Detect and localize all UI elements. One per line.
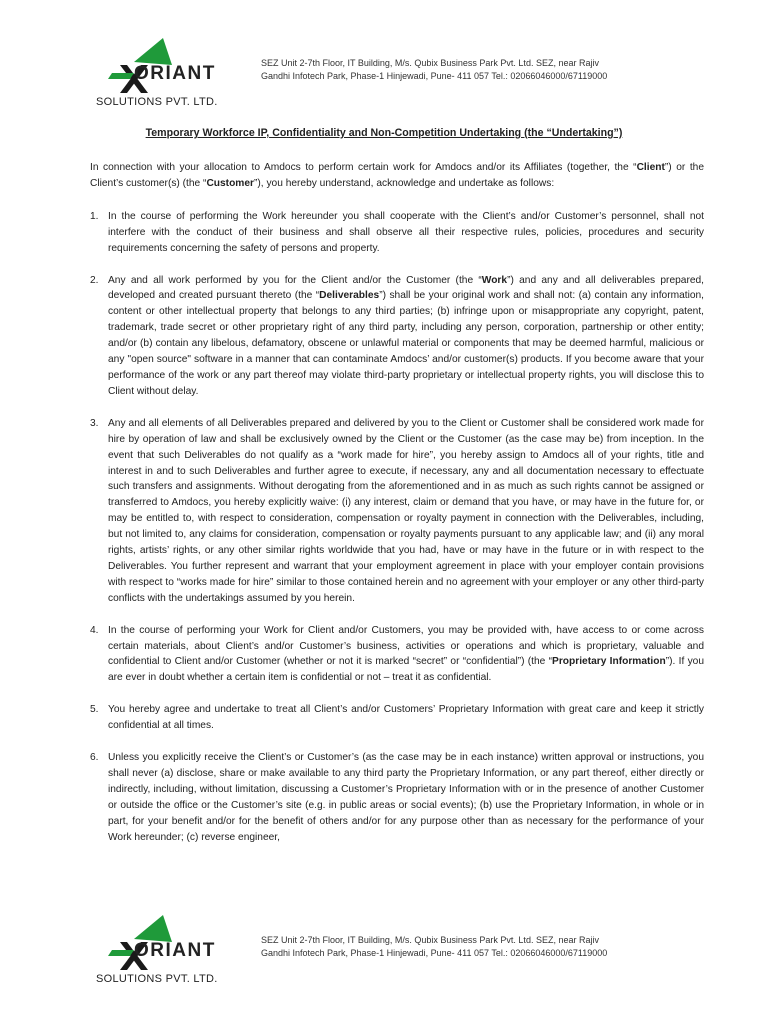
- address-line-2: Gandhi Infotech Park, Phase-1 Hinjewadi, Pune- 411 057 Tel.: 02066046000/67119000: [261, 948, 608, 958]
- clause-3: [90, 416, 704, 607]
- company-subtitle: SOLUTIONS PVT. LTD.: [96, 96, 218, 108]
- intro-paragraph: In connection with your allocation to Amdocs to perform certain work for Amdocs and/or its Affiliates (together, the “Client”) or the Client’s customer(s) (the “Customer”), you hereby understand, acknowledge and undertake as follows:: [90, 162, 704, 189]
- clause-number: 1.: [90, 210, 99, 222]
- address-line-1: SEZ Unit 2-7th Floor, IT Building, M/s. Qubix Business Park Pvt. Ltd. SEZ, near Rajiv: [261, 935, 599, 945]
- clause-text: Any and all work performed by you for the Client and/or the Customer (the “Work”) and any and all deliverables prepared, developed and created pursuant thereto (the “Deliverables”) shall be your original work and shall not: (a) contain any information, content or other intellectual property that belongs to any third parties; (b) infringe upon or misappropriate any copyright, patent, trademark, trade secret or other proprietary right of any third party, including any person, corporation, partnership or other entity; and/or (b) contain any libelous, defamatory, obscene or unlawful material or components that may be deemed harmful, malicious or any "open source" software in a manner that can contaminate Amdocs’ and/or customer(s) products. If you become aware that your performance of the work or any part thereof may violate third-party proprietary or intellectual property rights, you will disclose this to Client without delay.: [108, 274, 704, 397]
- clause-text: In the course of performing your Work for Client and/or Customers, you may be provided with, have access to or come across certain materials, about Client’s and/or Customer’s business, activities or operations and which is proprietary, valuable and confidential to Client and/or Customer (whether or not it is marked “secret” or “confidential”) (the “Proprietary Information”). If you are ever in doubt whether a certain item is confidential or not – treat it as confidential.: [108, 624, 705, 684]
- clause-text: Any and all elements of all Deliverables prepared and delivered by you to the Client or Customer shall be considered work made for hire by operation of law and shall be exclusively owned by the Client or the Customer (as the case may be) from inception. In the event that such Deliverables do not qualify as a “work made for hire”, you hereby assign to Amdocs all of your rights, title and interest in and to such Deliverables and further agree to execute, if necessary, any and all documentation necessary to effectuate such transfers and assignments. Without derogating from the aforementioned and in as much as such rights cannot be assigned or transferred to Amdocs, you hereby explicitly waive: (i) any interest, claim or demand that you have, or may have in the future for, or may be entitled to, with respect to consideration, compensation or royalty payment in connection with the Deliverables, including, but not limited to, any claims for consideration, compensation or royalty payments pursuant to any applicable law; and (ii) any moral rights, artists’ rights, or any other similar rights worldwide that you had, have or may have in the future or in with respect to the Deliverables. You further represent and warrant that your employment agreement in place with your employer contain provisions with respect to “works made for hire” similar to those contained herein and no agreement with your employer or any other third-party conflicts with the undertakings assumed by you herein.: [108, 417, 704, 604]
- clause-number: 5.: [90, 704, 99, 716]
- term-customer: Customer: [206, 177, 254, 189]
- clause-1: [90, 209, 704, 257]
- clause-4: [90, 623, 704, 687]
- company-subtitle: SOLUTIONS PVT. LTD.: [96, 973, 218, 985]
- letterhead-footer: [90, 912, 690, 992]
- company-address: [261, 57, 691, 83]
- clause-number: 2.: [90, 274, 99, 286]
- company-wordmark: ORIANT: [134, 63, 216, 84]
- clause-text: You hereby agree and undertake to treat all Client’s and/or Customers’ Proprietary Information with great care and keep it strictly confidential at all times.: [108, 704, 704, 732]
- clause-text: In the course of performing the Work hereunder you shall cooperate with the Client’s and/or Customer’s personnel, shall not interfere with the conduct of their business and shall observe all their respective rules, policies, procedures and security requirements concerning the safety of persons and property.: [108, 210, 704, 254]
- term-proprietary-information: Proprietary Information: [552, 656, 666, 668]
- term-work: Work: [481, 274, 508, 286]
- clause-number: 6.: [90, 752, 99, 764]
- document-title: Temporary Workforce IP, Confidentiality and Non-Competition Undertaking (the “Undertaking”): [145, 127, 623, 139]
- clause-text: Unless you explicitly receive the Client’s or Customer’s (as the case may be in each instance) written approval or instructions, you shall never (a) disclose, share or make available to any third party the Proprietary Information, or any part thereof, either directly or indirectly, including, without limitation, discussing a Customer’s Proprietary Information with or in the presence of another Customer or outside the office or the Customer’s site (e.g. in public areas or social events); (b) use the Proprietary Information, in whole or in part, for your benefit and/or for the benefit of others and/or for any purpose other than as necessary for the performance of your Work hereunder; (c) reverse engineer,: [108, 752, 704, 843]
- address-line-1: SEZ Unit 2-7th Floor, IT Building, M/s. Qubix Business Park Pvt. Ltd. SEZ, near Rajiv: [261, 58, 599, 68]
- clause-number: 4.: [90, 624, 99, 636]
- company-wordmark: ORIANT: [134, 940, 216, 961]
- clause-5: [90, 702, 704, 734]
- clause-list: [90, 209, 704, 846]
- company-address: [261, 934, 691, 960]
- clause-number: 3.: [90, 417, 99, 429]
- letterhead-header: [90, 35, 690, 115]
- term-deliverables: Deliverables: [319, 290, 380, 302]
- document-body: [90, 160, 704, 862]
- clause-6: [90, 750, 704, 845]
- term-client: Client: [636, 162, 665, 173]
- address-line-2: Gandhi Infotech Park, Phase-1 Hinjewadi, Pune- 411 057 Tel.: 02066046000/67119000: [261, 71, 608, 81]
- clause-2: [90, 273, 704, 400]
